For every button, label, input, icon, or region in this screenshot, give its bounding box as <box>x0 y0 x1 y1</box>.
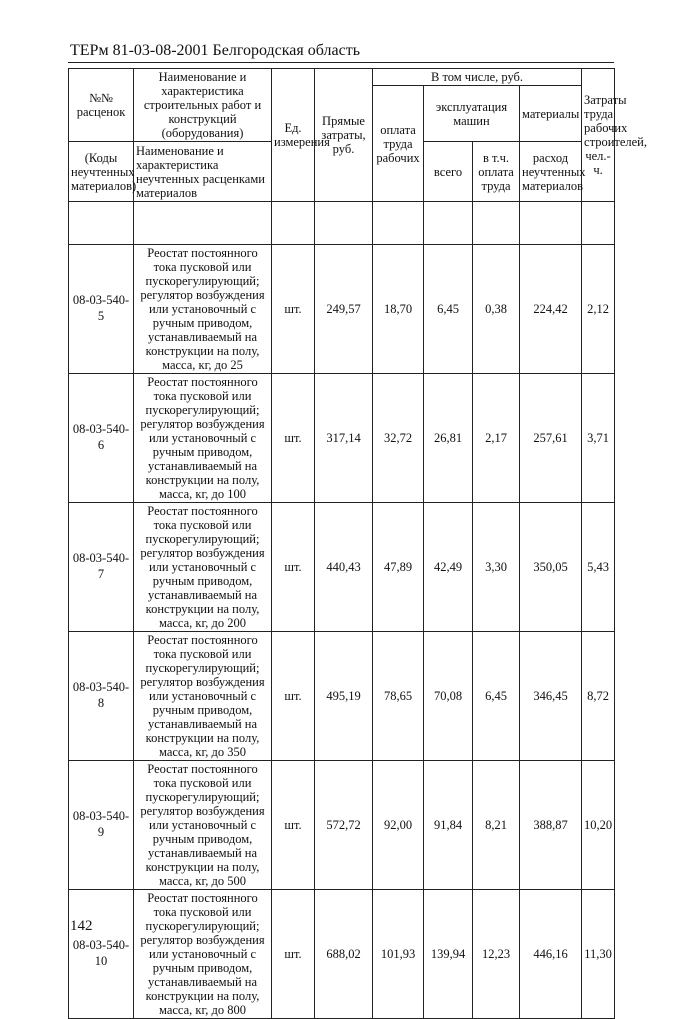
rate-machines-wages: 0,38 <box>473 245 520 374</box>
rate-machines-wages: 3,30 <box>473 503 520 632</box>
rate-code: 08-03-540-5 <box>69 245 134 374</box>
table-row <box>69 245 615 374</box>
table-row <box>69 890 615 1019</box>
rate-direct-costs: 495,19 <box>315 632 373 761</box>
rate-machines-wages: 6,45 <box>473 632 520 761</box>
rate-machines-wages: 12,23 <box>473 890 520 1019</box>
rate-code: 08-03-540-9 <box>69 761 134 890</box>
header-code: №№ расценок <box>69 69 134 142</box>
table-row <box>69 374 615 503</box>
rate-wages: 18,70 <box>373 245 424 374</box>
rate-machines: 91,84 <box>424 761 473 890</box>
header-direct-costs: Прямые затраты, руб. <box>315 69 373 202</box>
rate-description: Реостат постоянного тока пусковой или пускорегулирующий; регулятор возбуждения или установочный с ручным приводом, устанавливаемый на конструкции на полу, масса, кг, до 800 <box>134 890 272 1019</box>
header-unit: Ед. измерения <box>272 69 315 202</box>
document-title: ТЕРм 81-03-08-2001 Белгородская область <box>70 42 360 59</box>
table-row <box>69 503 615 632</box>
rate-machines: 26,81 <box>424 374 473 503</box>
rate-materials: 224,42 <box>520 245 582 374</box>
table-row <box>69 632 615 761</box>
header-machines-wages: в т.ч. оплата труда <box>473 142 520 202</box>
rate-machines: 6,45 <box>424 245 473 374</box>
header-machines-total: всего <box>424 142 473 202</box>
rate-labor: 3,71 <box>582 374 615 503</box>
rate-direct-costs: 688,02 <box>315 890 373 1019</box>
page-number: 142 <box>70 918 93 934</box>
rate-description: Реостат постоянного тока пусковой или пускорегулирующий; регулятор возбуждения или установочный с ручным приводом, устанавливаемый на конструкции на полу, масса, кг, до 500 <box>134 761 272 890</box>
header-name-sub: Наименование и характеристика неучтенных расценками материалов <box>134 142 272 202</box>
rate-wages: 92,00 <box>373 761 424 890</box>
header-divider <box>68 62 614 63</box>
rate-labor: 10,20 <box>582 761 615 890</box>
header-labor: Затраты труда рабочих строителей, чел.-ч. <box>582 69 615 202</box>
rates-table <box>68 68 647 1019</box>
spacer-row <box>69 202 615 245</box>
rate-machines: 139,94 <box>424 890 473 1019</box>
rate-direct-costs: 572,72 <box>315 761 373 890</box>
header-name: Наименование и характеристика строительных работ и конструкций (оборудования) <box>134 69 272 142</box>
rate-materials: 257,61 <box>520 374 582 503</box>
rate-wages: 47,89 <box>373 503 424 632</box>
rate-direct-costs: 317,14 <box>315 374 373 503</box>
rate-unit: шт. <box>272 632 315 761</box>
rate-unit: шт. <box>272 890 315 1019</box>
rate-materials: 346,45 <box>520 632 582 761</box>
rate-description: Реостат постоянного тока пусковой или пускорегулирующий; регулятор возбуждения или установочный с ручным приводом, устанавливаемый на конструкции на полу, масса, кг, до 25 <box>134 245 272 374</box>
rate-description: Реостат постоянного тока пусковой или пускорегулирующий; регулятор возбуждения или установочный с ручным приводом, устанавливаемый на конструкции на полу, масса, кг, до 100 <box>134 374 272 503</box>
rate-wages: 78,65 <box>373 632 424 761</box>
header-code-sub: (Коды неучтенных материалов) <box>69 142 134 202</box>
rate-unit: шт. <box>272 245 315 374</box>
rate-wages: 101,93 <box>373 890 424 1019</box>
header-materials-sub: расход неучтенных материалов <box>520 142 582 202</box>
rate-unit: шт. <box>272 374 315 503</box>
rate-code: 08-03-540-6 <box>69 374 134 503</box>
rate-labor: 11,30 <box>582 890 615 1019</box>
rate-machines-wages: 2,17 <box>473 374 520 503</box>
rate-code: 08-03-540-8 <box>69 632 134 761</box>
rate-direct-costs: 440,43 <box>315 503 373 632</box>
rate-materials: 388,87 <box>520 761 582 890</box>
header-including: В том числе, руб. <box>373 69 582 86</box>
rate-direct-costs: 249,57 <box>315 245 373 374</box>
table-row <box>69 761 615 890</box>
rate-materials: 446,16 <box>520 890 582 1019</box>
rate-unit: шт. <box>272 761 315 890</box>
rate-unit: шт. <box>272 503 315 632</box>
rate-code: 08-03-540-7 <box>69 503 134 632</box>
rate-machines: 42,49 <box>424 503 473 632</box>
rate-machines: 70,08 <box>424 632 473 761</box>
header-materials: материалы <box>520 86 582 142</box>
rate-description: Реостат постоянного тока пусковой или пускорегулирующий; регулятор возбуждения или установочный с ручным приводом, устанавливаемый на конструкции на полу, масса, кг, до 200 <box>134 503 272 632</box>
rate-machines-wages: 8,21 <box>473 761 520 890</box>
rate-materials: 350,05 <box>520 503 582 632</box>
rate-code: 08-03-540-10 <box>69 890 134 1019</box>
rate-labor: 2,12 <box>582 245 615 374</box>
rate-labor: 5,43 <box>582 503 615 632</box>
header-wages: оплата труда рабочих <box>373 86 424 202</box>
table-body <box>69 245 615 1019</box>
rate-wages: 32,72 <box>373 374 424 503</box>
rate-labor: 8,72 <box>582 632 615 761</box>
rate-description: Реостат постоянного тока пусковой или пускорегулирующий; регулятор возбуждения или установочный с ручным приводом, устанавливаемый на конструкции на полу, масса, кг, до 350 <box>134 632 272 761</box>
header-machines: эксплуатация машин <box>424 86 520 142</box>
